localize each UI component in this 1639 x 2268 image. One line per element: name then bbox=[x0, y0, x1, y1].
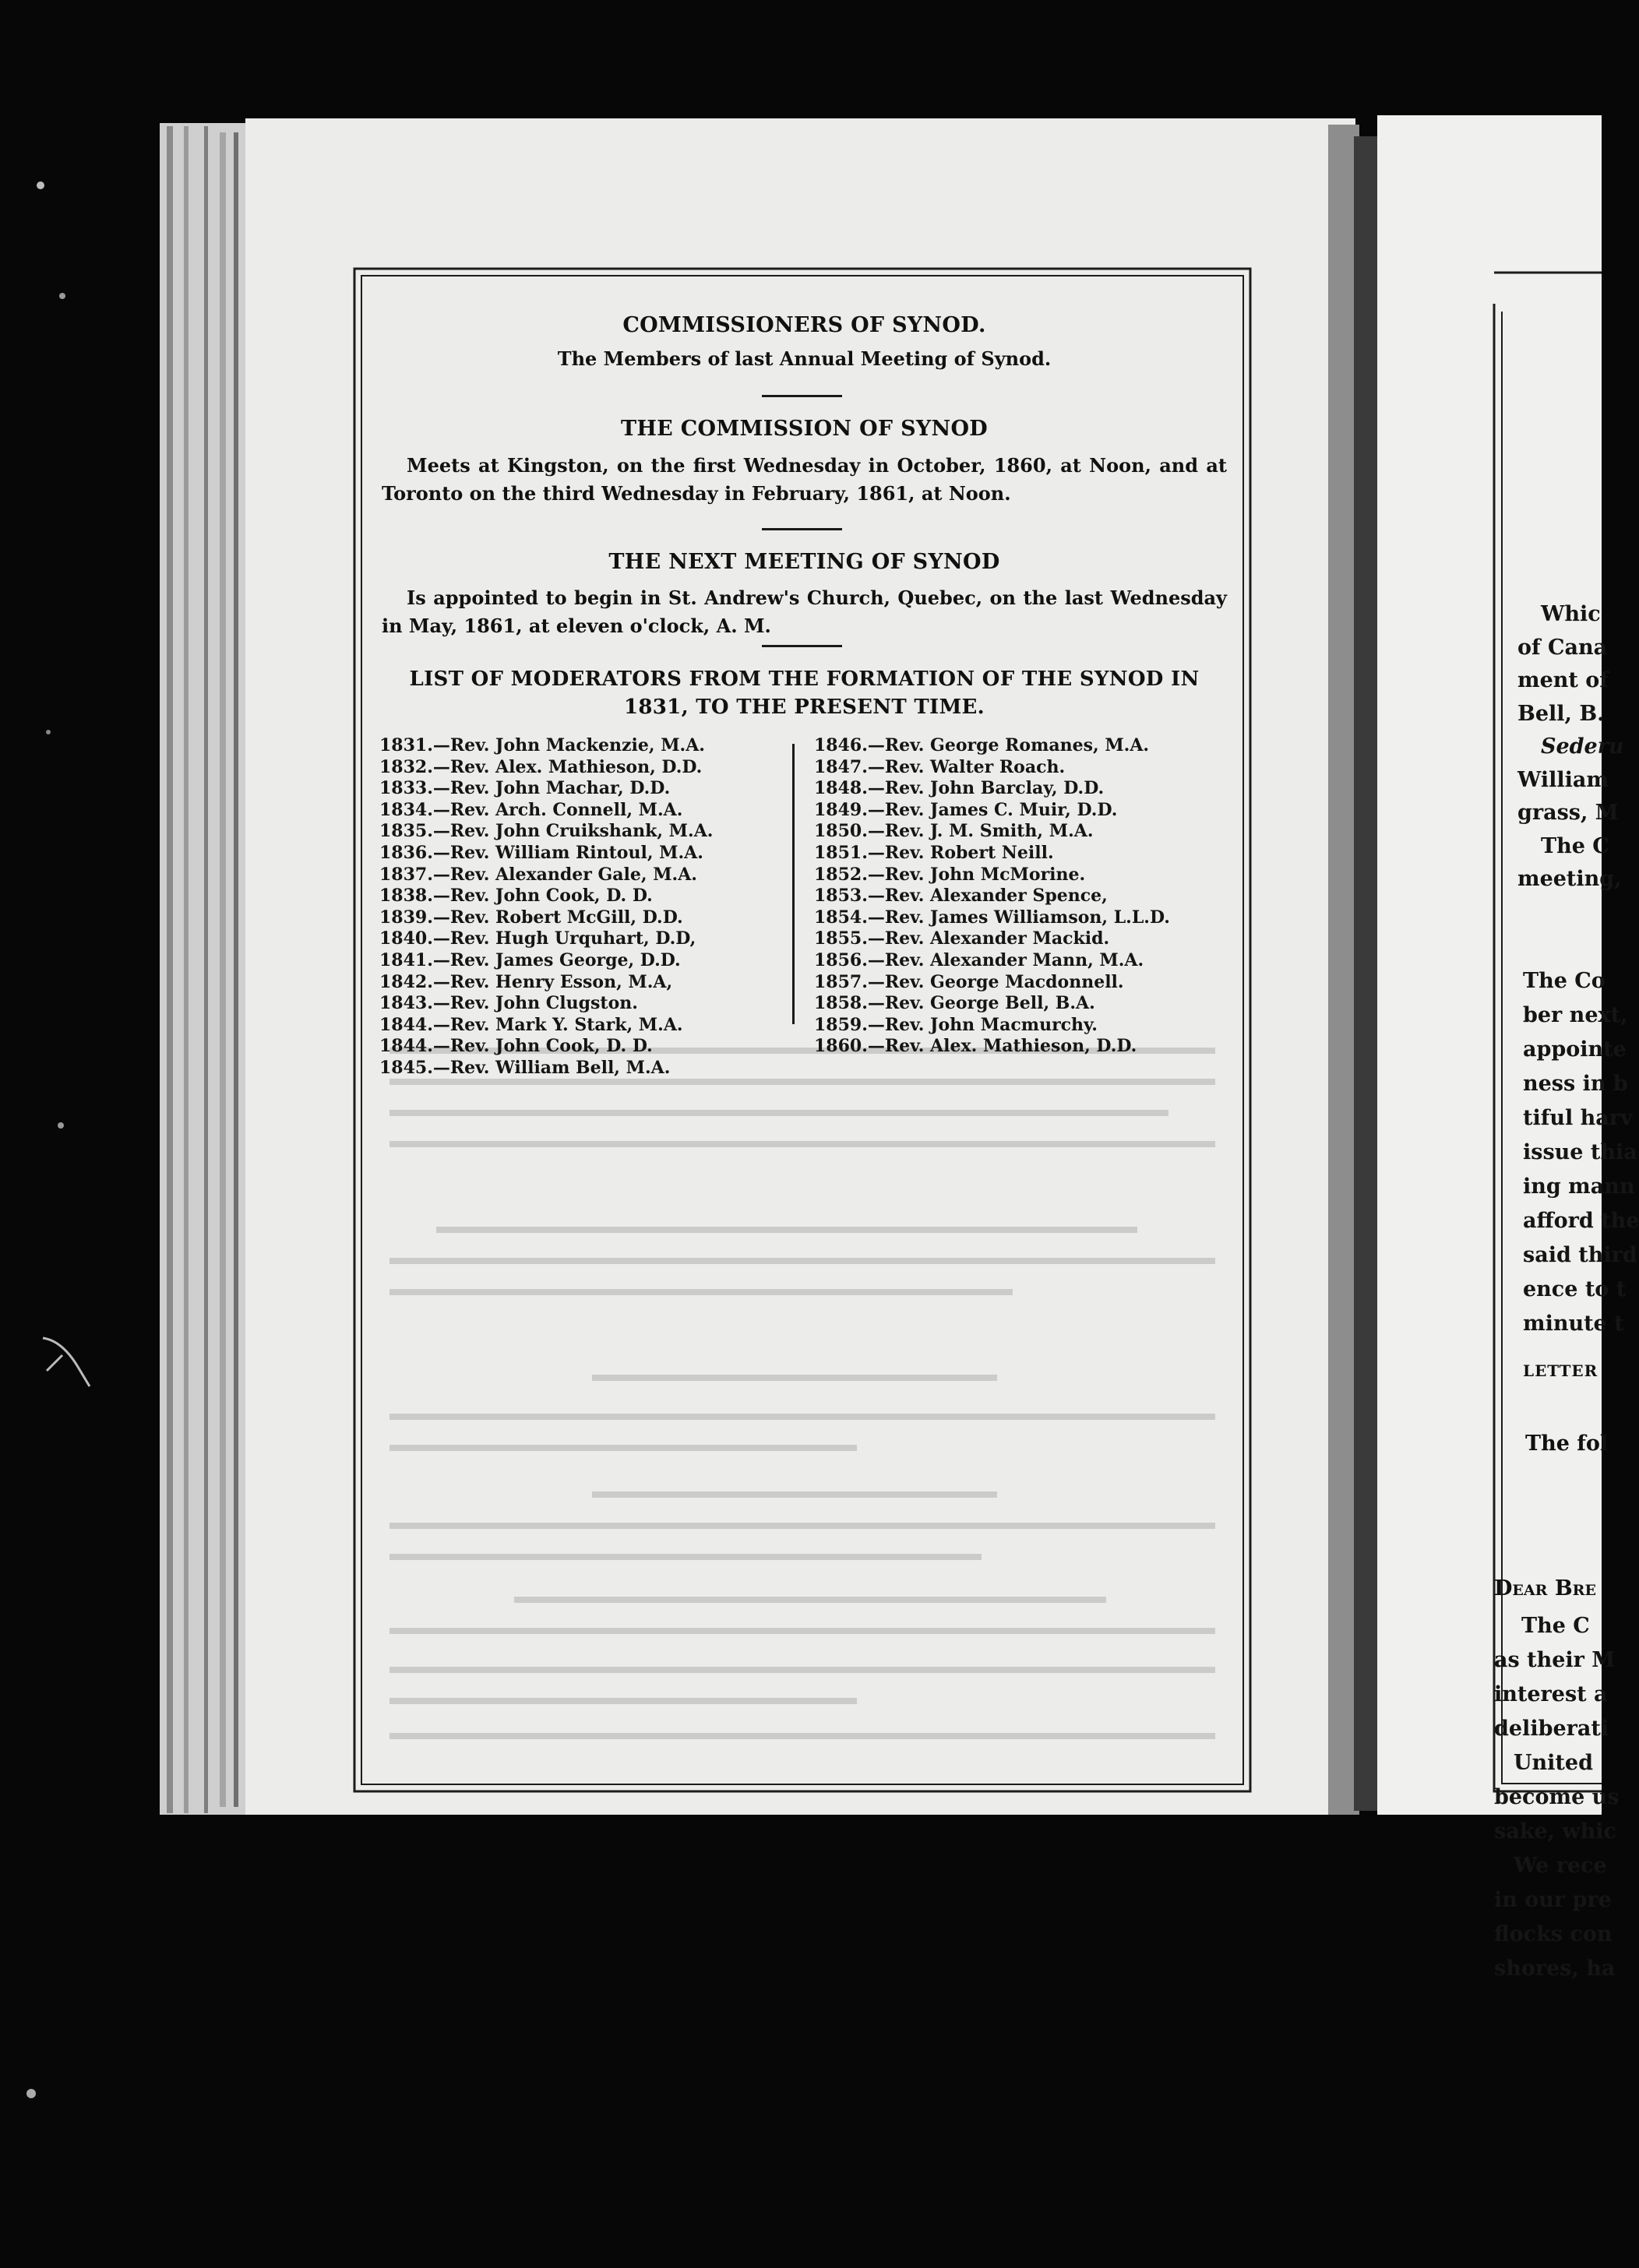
fragment-line: of Cana bbox=[1517, 635, 1608, 660]
fragment-line: interest a bbox=[1494, 1682, 1608, 1706]
moderator-entry: 1845.—Rev. William Bell, M.A. bbox=[379, 1057, 671, 1078]
moderator-entry: 1846.—Rev. George Romanes, M.A. bbox=[814, 735, 1150, 755]
page-edge-line bbox=[204, 126, 208, 1813]
moderator-entry: 1851.—Rev. Robert Neill. bbox=[814, 842, 1054, 863]
moderator-entry: 1843.—Rev. John Clugston. bbox=[379, 993, 638, 1014]
moderators-list-right bbox=[814, 735, 1170, 1058]
moderators-heading-line2: 1831, TO THE PRESENT TIME. bbox=[624, 696, 985, 719]
moderators-column-divider bbox=[792, 744, 795, 1024]
moderator-entry: 1834.—Rev. Arch. Connell, M.A. bbox=[379, 799, 683, 820]
dust-speck bbox=[26, 2089, 36, 2098]
page-edge-line bbox=[234, 132, 238, 1807]
moderator-entry: 1841.—Rev. James George, D.D. bbox=[379, 949, 681, 970]
moderator-entry: 1837.—Rev. Alexander Gale, M.A. bbox=[379, 864, 697, 885]
dust-speck bbox=[59, 293, 65, 299]
fragment-line: deliberati bbox=[1494, 1717, 1609, 1741]
fragment-line: flocks con bbox=[1494, 1922, 1613, 1946]
fragment-line: Whic bbox=[1541, 602, 1601, 626]
letter-heading-fragment: LETTER bbox=[1523, 1361, 1598, 1380]
fragment-line: ness in b bbox=[1523, 1072, 1628, 1096]
fragment-line: United bbox=[1514, 1751, 1593, 1775]
fragment-line: We rece bbox=[1514, 1854, 1607, 1878]
page-edge-line bbox=[220, 132, 226, 1807]
fragment-line: The C bbox=[1541, 833, 1609, 858]
moderators-list-left bbox=[379, 735, 713, 1079]
moderator-entry: 1852.—Rev. John McMorine. bbox=[814, 864, 1086, 885]
spine bbox=[1354, 136, 1379, 1811]
moderator-entry: 1832.—Rev. Alex. Mathieson, D.D. bbox=[379, 756, 703, 777]
moderator-entry: 1858.—Rev. George Bell, B.A. bbox=[814, 993, 1095, 1014]
moderator-entry: 1842.—Rev. Henry Esson, M.A, bbox=[379, 971, 673, 992]
fragment-line: The C bbox=[1521, 1614, 1590, 1638]
divider-rule bbox=[762, 528, 842, 530]
moderator-entry: 1847.—Rev. Walter Roach. bbox=[814, 756, 1066, 777]
fragment-line: ment of bbox=[1517, 668, 1609, 692]
fragment-line: ber next, bbox=[1523, 1003, 1628, 1027]
fragment-line: Bell, B. bbox=[1517, 701, 1605, 726]
fragment-line: as their M bbox=[1494, 1648, 1616, 1672]
page-edge-line bbox=[184, 126, 189, 1813]
fragment-line: become us bbox=[1494, 1785, 1620, 1809]
moderator-entry: 1859.—Rev. John Macmurchy. bbox=[814, 1014, 1098, 1035]
moderator-entry: 1844.—Rev. Mark Y. Stark, M.A. bbox=[379, 1014, 683, 1035]
fragment-line: said third bbox=[1523, 1243, 1637, 1267]
fragment-line: appointe bbox=[1523, 1037, 1627, 1062]
moderator-entry: 1840.—Rev. Hugh Urquhart, D.D, bbox=[379, 928, 696, 949]
fragment-line: Sederu bbox=[1541, 734, 1624, 759]
moderator-entry: 1833.—Rev. John Machar, D.D. bbox=[379, 778, 671, 799]
fragment-line: shores, ha bbox=[1494, 1956, 1616, 1981]
right-page-fragment-c bbox=[1494, 1609, 1619, 1986]
next-meeting-heading: THE NEXT MEETING OF SYNOD bbox=[608, 550, 1000, 574]
moderator-entry: 1854.—Rev. James Williamson, L.L.D. bbox=[814, 907, 1170, 928]
dust-speck bbox=[58, 1122, 64, 1129]
dust-speck bbox=[46, 730, 51, 734]
fragment-line: afford the bbox=[1523, 1209, 1639, 1233]
moderator-entry: 1844.—Rev. John Cook, D. D. bbox=[379, 1036, 653, 1057]
moderator-entry: 1848.—Rev. John Barclay, D.D. bbox=[814, 778, 1105, 799]
commission-paragraph: Meets at Kingston, on the first Wednesday in October, 1860, at Noon, and at Toronto on the third Wednesday in February, 1861, at Noon. bbox=[382, 454, 1227, 505]
page-edge-line bbox=[167, 126, 173, 1813]
fragment-line: issue thia bbox=[1523, 1140, 1637, 1164]
moderator-entry: 1836.—Rev. William Rintoul, M.A. bbox=[379, 842, 703, 863]
fragment-line: William bbox=[1517, 767, 1609, 792]
fragment-line: The Co bbox=[1523, 969, 1606, 993]
right-page-fragment-b bbox=[1523, 964, 1639, 1341]
moderator-entry: 1849.—Rev. James C. Muir, D.D. bbox=[814, 799, 1118, 820]
commissioners-heading: COMMISSIONERS OF SYNOD. bbox=[622, 313, 986, 337]
divider-rule bbox=[762, 645, 842, 647]
moderator-entry: 1835.—Rev. John Cruikshank, M.A. bbox=[379, 821, 714, 842]
fragment-line: tiful harv bbox=[1523, 1106, 1633, 1130]
commission-heading: THE COMMISSION OF SYNOD bbox=[620, 417, 988, 441]
fragment-line: minute t bbox=[1523, 1312, 1624, 1336]
fragment-line: ence to t bbox=[1523, 1277, 1627, 1301]
fragment-line: grass, M bbox=[1517, 801, 1619, 825]
fragment-line: ing mann bbox=[1523, 1174, 1635, 1199]
dust-speck bbox=[37, 181, 44, 189]
moderators-heading-line1: LIST OF MODERATORS FROM THE FORMATION OF THE SYNOD IN bbox=[409, 667, 1200, 691]
moderator-entry: 1838.—Rev. John Cook, D. D. bbox=[379, 886, 653, 907]
moderator-entry: 1857.—Rev. George Macdonnell. bbox=[814, 971, 1124, 992]
next-meeting-paragraph: Is appointed to begin in St. Andrew's Church, Quebec, on the last Wednesday in May, 1861, at eleven o'clock, A. M. bbox=[382, 586, 1227, 637]
right-page-fragment-a bbox=[1517, 598, 1624, 896]
dear-line-fragment: Dear Bre bbox=[1494, 1576, 1596, 1601]
moderator-entry: 1853.—Rev. Alexander Spence, bbox=[814, 886, 1108, 907]
moderator-entry: 1850.—Rev. J. M. Smith, M.A. bbox=[814, 821, 1094, 842]
commissioners-subheading: The Members of last Annual Meeting of Synod. bbox=[557, 347, 1052, 370]
moderator-entry: 1860.—Rev. Alex. Mathieson, D.D. bbox=[814, 1036, 1137, 1057]
moderator-entry: 1855.—Rev. Alexander Mackid. bbox=[814, 928, 1110, 949]
divider-rule bbox=[762, 395, 842, 397]
moderator-entry: 1839.—Rev. Robert McGill, D.D. bbox=[379, 907, 683, 928]
moderator-entry: 1856.—Rev. Alexander Mann, M.A. bbox=[814, 949, 1144, 970]
moderator-entry: 1831.—Rev. John Mackenzie, M.A. bbox=[379, 735, 705, 755]
fragment-line: sake, whic bbox=[1494, 1819, 1616, 1844]
fol-line-fragment: The fol bbox=[1525, 1432, 1609, 1456]
fragment-line: in our pre bbox=[1494, 1888, 1612, 1912]
fragment-line: meeting, bbox=[1517, 867, 1622, 891]
hair-fiber bbox=[43, 1338, 90, 1386]
